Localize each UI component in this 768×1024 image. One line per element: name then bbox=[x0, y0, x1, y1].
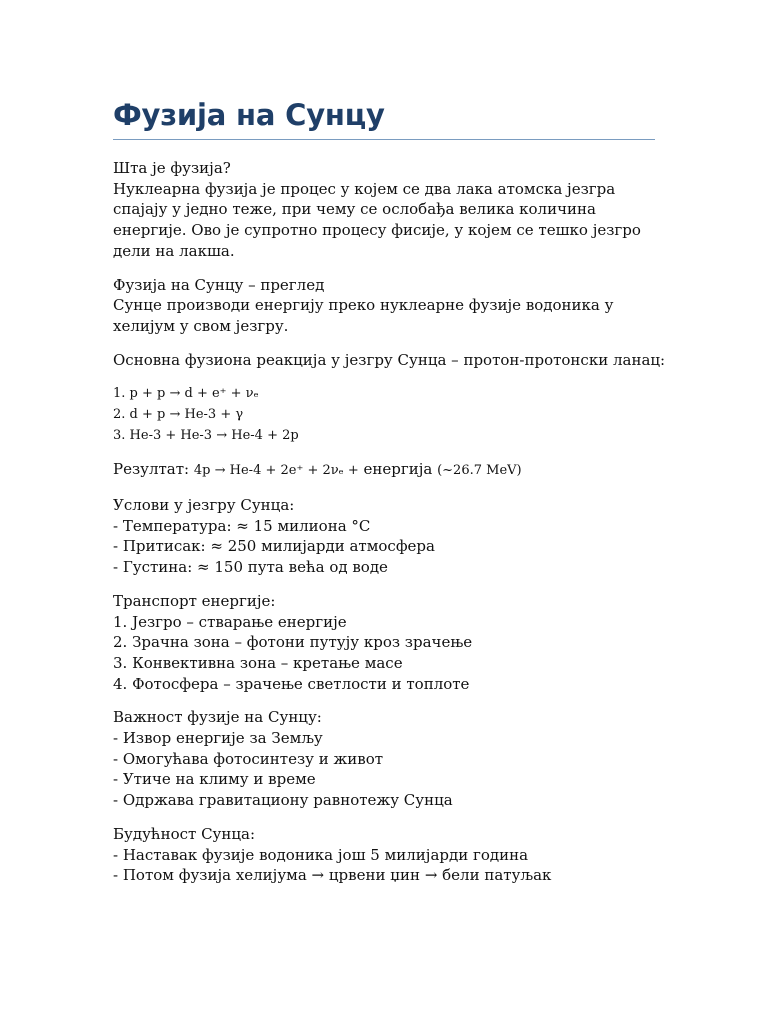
list-item: - Температура: ≈ 15 милиона °C bbox=[113, 516, 371, 535]
list-item: - Наставак фузије водоника још 5 милијарди година bbox=[113, 845, 529, 864]
list-item: - Притисак: ≈ 250 милијарди атмосфера bbox=[113, 537, 435, 556]
section-importance bbox=[113, 707, 655, 811]
section-future bbox=[113, 824, 655, 886]
result-label: Резултат: bbox=[113, 460, 190, 479]
reaction-step: 1. p + p → d + e⁺ + νₑ bbox=[113, 386, 259, 402]
section-heading: Важност фузије на Сунцу: bbox=[113, 708, 322, 727]
document-title: Фузија на Сунцу bbox=[113, 98, 385, 132]
section-body: Сунце производи енергију преко нуклеарне фузије водоника у хелијум у свом језгру. bbox=[113, 296, 614, 335]
list-item: - Густина: ≈ 150 пута већа од воде bbox=[113, 558, 388, 577]
section-heading: Фузија на Сунцу – преглед bbox=[113, 275, 325, 294]
section-body: Нуклеарна фузија је процес у којем се два лака атомска језгра спајају у једно теже, при чему се ослобађа велика количина енергије. Ово је супротно процесу фисије, у којем се тешко језгро дели на лакша. bbox=[113, 179, 641, 260]
result-value: (~26.7 MeV) bbox=[437, 463, 522, 479]
reaction-steps bbox=[113, 383, 655, 446]
reaction-intro bbox=[113, 350, 666, 371]
list-item: 2. Зрачна зона – фотони путују кроз зрачење bbox=[113, 633, 473, 652]
result-energy: енергија bbox=[363, 460, 433, 479]
list-item: - Потом фузија хелијума → црвени џин → бели патуљак bbox=[113, 866, 552, 885]
section-heading: Будућност Сунца: bbox=[113, 824, 256, 843]
reaction-step: 2. d + p → He-3 + γ bbox=[113, 407, 244, 423]
section-what-is-fusion bbox=[113, 158, 655, 262]
reaction-intro-text: Основна фузиона реакција у језгру Сунца – протон-протонски ланац: bbox=[113, 350, 666, 369]
list-item: - Извор енергије за Земљу bbox=[113, 729, 323, 748]
section-transport bbox=[113, 591, 655, 695]
reaction-step: 3. He-3 + He-3 → He-4 + 2p bbox=[113, 428, 299, 444]
section-conditions bbox=[113, 495, 655, 578]
document-page bbox=[113, 96, 666, 899]
list-item: 1. Језгро – стварање енергије bbox=[113, 612, 347, 631]
section-heading: Шта је фузија? bbox=[113, 159, 231, 177]
reaction-result bbox=[113, 459, 655, 482]
list-item: 3. Конвективна зона – кретање масе bbox=[113, 653, 403, 672]
section-heading: Услови у језгру Сунца: bbox=[113, 496, 295, 515]
list-item: - Одржава гравитациону равнотежу Сунца bbox=[113, 791, 453, 810]
result-formula: 4p → He-4 + 2e⁺ + 2νₑ + bbox=[193, 463, 359, 479]
list-item: - Утиче на климу и време bbox=[113, 770, 316, 789]
section-overview bbox=[113, 275, 655, 337]
section-heading: Транспорт енергије: bbox=[113, 591, 276, 610]
list-item: - Омогућава фотосинтезу и живот bbox=[113, 749, 384, 768]
list-item: 4. Фотосфера – зрачење светлости и топлоте bbox=[113, 674, 470, 693]
title-divider bbox=[113, 139, 655, 140]
